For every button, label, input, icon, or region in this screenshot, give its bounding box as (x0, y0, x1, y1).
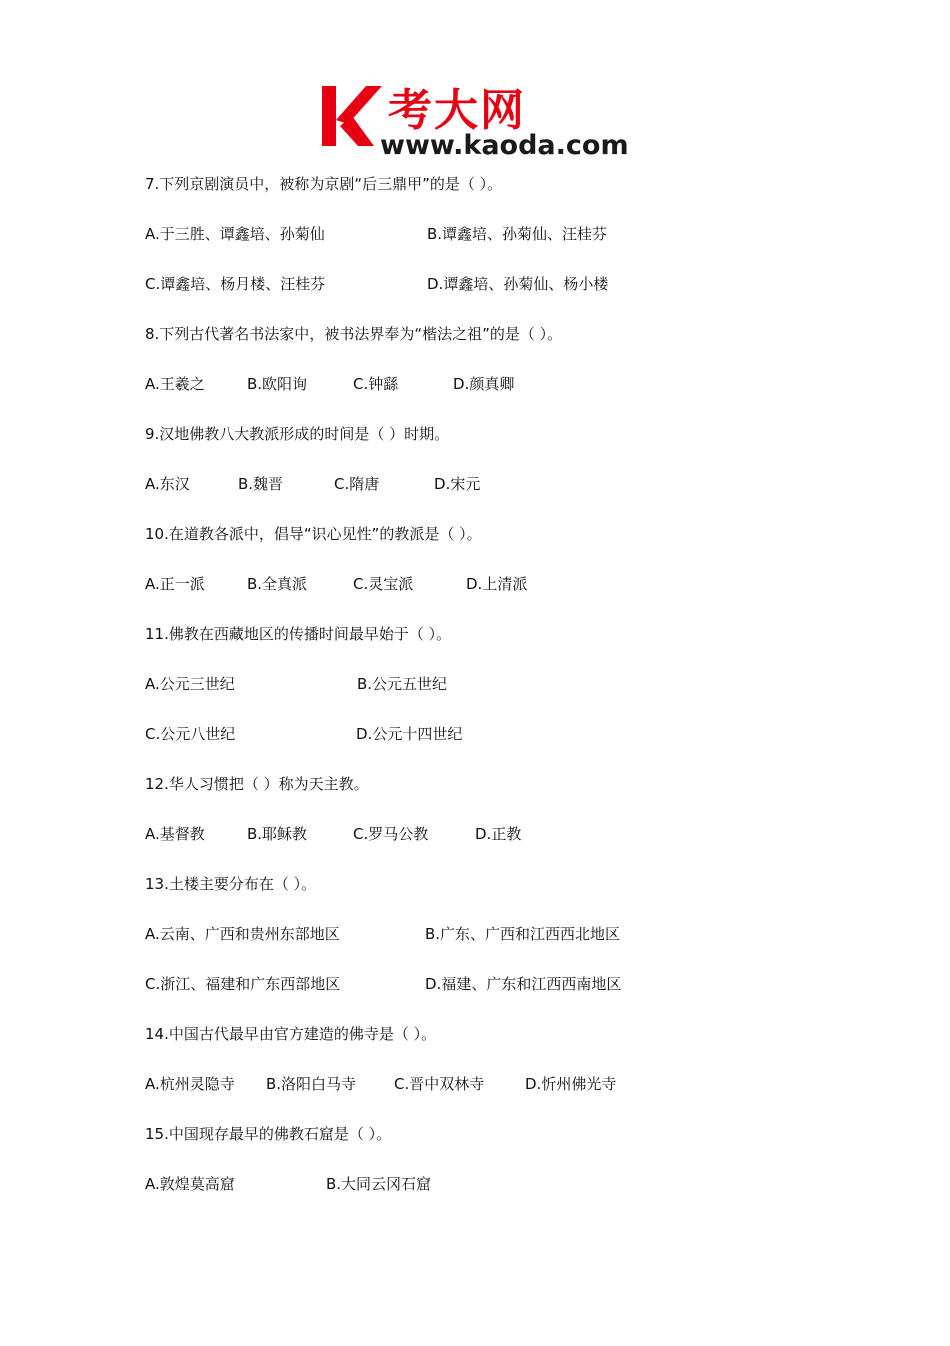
question-7-stem: 7.下列京剧演员中，被称为京剧“后三鼎甲”的是（ ）。 (145, 175, 503, 193)
option-d: D.宋元 (434, 475, 481, 493)
kaoda-logo-mark (318, 80, 640, 158)
option-c: C.罗马公教 (353, 825, 429, 843)
question-13-stem: 13.土楼主要分布在（ ）。 (145, 875, 317, 893)
option-c: C.谭鑫培、杨月楼、汪桂芬 (145, 275, 326, 293)
question-11-stem: 11.佛教在西藏地区的传播时间最早始于（ ）。 (145, 625, 452, 643)
logo-name: 考大网 (388, 85, 526, 136)
question-8-options (145, 373, 765, 395)
option-b: B.魏晋 (238, 475, 284, 493)
option-a: A.于三胜、谭鑫培、孙菊仙 (145, 225, 325, 243)
option-b: B.全真派 (247, 575, 308, 593)
option-a: A.基督教 (145, 825, 205, 843)
option-b: B.广东、广西和江西西北地区 (425, 925, 621, 943)
option-d: D.忻州佛光寺 (525, 1075, 617, 1093)
question-14-options (145, 1073, 765, 1095)
question-11-options-row-2 (145, 723, 765, 745)
option-b: B.欧阳询 (247, 375, 308, 393)
option-b: B.谭鑫培、孙菊仙、汪桂芬 (427, 225, 608, 243)
question-9-stem: 9.汉地佛教八大教派形成的时间是（ ）时期。 (145, 425, 450, 443)
option-b: B.耶稣教 (247, 825, 308, 843)
option-d: D.颜真卿 (453, 375, 515, 393)
question-13-options-row-2 (145, 973, 765, 995)
option-a: A.正一派 (145, 575, 205, 593)
option-a: A.杭州灵隐寺 (145, 1075, 235, 1093)
option-c: C.钟繇 (353, 375, 399, 393)
option-c: C.灵宝派 (353, 575, 414, 593)
question-11-options-row-1 (145, 673, 765, 695)
option-d: D.正教 (475, 825, 522, 843)
question-13-options-row-1 (145, 923, 765, 945)
option-a: A.公元三世纪 (145, 675, 235, 693)
question-12-stem: 12.华人习惯把（ ）称为天主教。 (145, 775, 369, 793)
logo-url: www.kaoda.com (380, 130, 629, 158)
question-15-options (145, 1173, 765, 1195)
question-7-options-row-2 (145, 273, 765, 295)
option-c: C.晋中双林寺 (394, 1075, 485, 1093)
question-8-stem: 8.下列古代著名书法家中，被书法界奉为“楷法之祖”的是（ ）。 (145, 325, 563, 343)
option-d: D.上清派 (466, 575, 528, 593)
question-15-stem: 15.中国现存最早的佛教石窟是（ ）。 (145, 1125, 392, 1143)
question-10-options (145, 573, 765, 595)
kaoda-logo (318, 80, 640, 158)
question-10-stem: 10.在道教各派中，倡导“识心见性”的教派是（ ）。 (145, 525, 482, 543)
option-c: C.隋唐 (334, 475, 380, 493)
option-b: B.洛阳白马寺 (266, 1075, 357, 1093)
option-a: A.王羲之 (145, 375, 205, 393)
question-12-options (145, 823, 765, 845)
option-c: C.公元八世纪 (145, 725, 236, 743)
option-b: B.大同云冈石窟 (326, 1175, 432, 1193)
option-c: C.浙江、福建和广东西部地区 (145, 975, 341, 993)
option-a: A.敦煌莫高窟 (145, 1175, 235, 1193)
option-b: B.公元五世纪 (357, 675, 448, 693)
option-d: D.福建、广东和江西西南地区 (425, 975, 622, 993)
option-a: A.东汉 (145, 475, 190, 493)
question-14-stem: 14.中国古代最早由官方建造的佛寺是（ ）。 (145, 1025, 437, 1043)
option-a: A.云南、广西和贵州东部地区 (145, 925, 340, 943)
option-d: D.谭鑫培、孙菊仙、杨小楼 (427, 275, 609, 293)
question-9-options (145, 473, 765, 495)
question-7-options-row-1 (145, 223, 765, 245)
option-d: D.公元十四世纪 (356, 725, 463, 743)
